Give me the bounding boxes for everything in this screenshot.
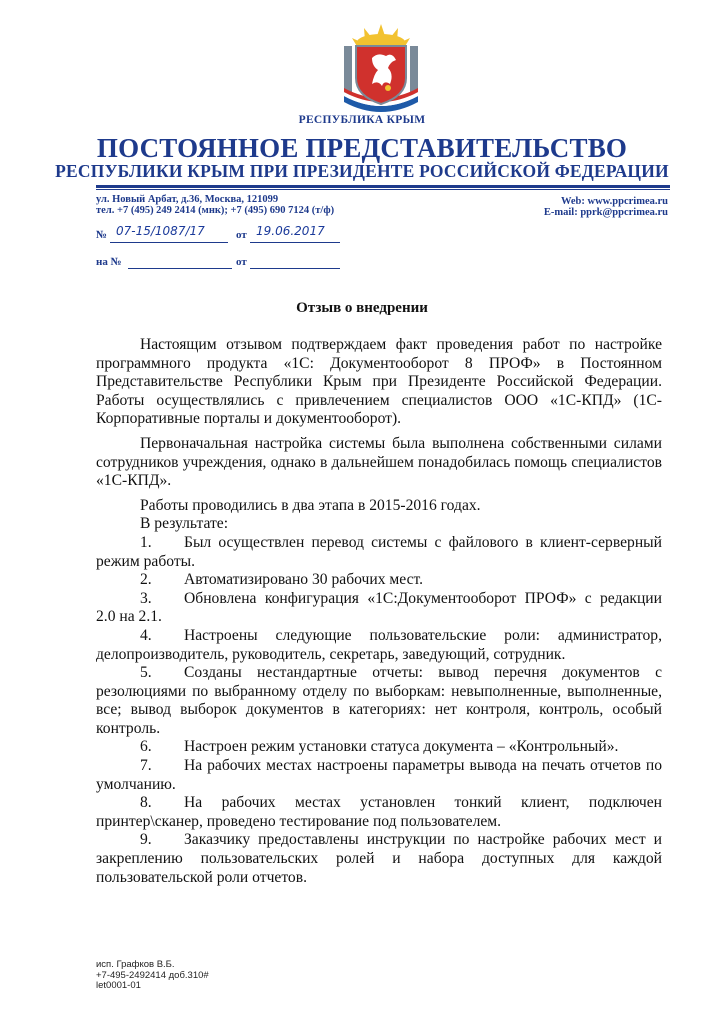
list-item [96,627,662,664]
list-item-text: Заказчику предоставлены инструкции по настройке рабочих мест и закреплению пользовательских ролей и набора доступных для каждой пользовательской роли отчетов. [96,831,662,886]
list-item-number: 2. [140,571,152,589]
results-list [96,534,662,887]
reg-date-label: от [236,229,247,241]
paragraph: Работы проводились в два этапа в 2015-2016 годах. [140,496,481,514]
list-item [96,831,662,887]
header-divider [96,185,670,188]
list-item-text: Автоматизировано 30 рабочих мест. [184,571,424,589]
list-item [96,757,662,794]
list-item [96,738,662,757]
list-item-number: 5. [140,664,152,682]
document-title: Отзыв о внедрении [296,300,428,316]
list-item [96,571,662,590]
list-item-text: Настроены следующие пользовательские роли: администратор, делопроизводитель, руководитель, секретарь, заведующий, сотрудник. [96,626,662,663]
reg-date-value: 19.06.2017 [256,224,325,238]
paragraph: Настоящим отзывом подтверждаем факт проведения работ по настройке программного продукта «1С: Документооборот 8 ПРОФ» в Постоянном Представительстве Республики Крым при Президенте Российской Федерации. Работы осуществлялись с привлечением специалистов ООО «1С-КПД» (1С-Корпоративные порталы и документооборот). [96,336,662,428]
list-item-number: 3. [140,589,152,607]
list-item [96,794,662,831]
phone-line: тел. +7 (495) 249 2414 (мнк); +7 (495) 690 7124 (т/ф) [96,205,335,216]
document-body [96,336,662,887]
list-item-number: 4. [140,626,152,644]
list-item [96,664,662,738]
list-item-text: На рабочих местах установлен тонкий клиент, подключен принтер\сканер, проведено тестирование под пользователем. [96,794,662,830]
list-item-text: Обновлена конфигурация «1С:Документооборот ПРОФ» с редакции 2.0 на 2.1. [96,589,662,626]
reg-date-line [250,242,340,243]
list-item [96,590,662,627]
ref-date-line [250,268,340,269]
list-item-text: На рабочих местах настроены параметры вывода на печать отчетов по умолчанию. [96,757,662,793]
reg-number-label: № [96,229,108,241]
address-line: ул. Новый Арбат, д.36, Москва, 121099 [96,194,279,205]
list-item [96,534,662,571]
ref-number-label: на № [96,256,122,268]
header-divider-thin [96,189,670,190]
executor-name: исп. Графков В.Б. [96,959,175,970]
executor-info [96,960,209,992]
ref-number-line [128,268,232,269]
list-item-number: 7. [140,757,152,775]
crimea-coat-of-arms-icon [338,22,424,118]
organization-subtitle: РЕСПУБЛИКИ КРЫМ ПРИ ПРЕЗИДЕНТЕ РОССИЙСКОЙ ФЕДЕРАЦИИ [55,161,669,181]
republic-label: РЕСПУБЛИКА КРЫМ [298,114,426,126]
paragraph: Первоначальная настройка системы была выполнена собственными силами сотрудников учреждения, однако в дальнейшем понадобилась помощь специалистов «1С-КПД». [96,434,662,490]
reg-number-value: 07-15/1087/17 [116,224,205,238]
website: Web: www.ppcrimea.ru [560,196,668,207]
list-item-number: 6. [140,738,152,756]
list-item-number: 1. [140,533,152,551]
reg-number-line [110,242,228,243]
ref-date-label: от [236,256,247,268]
list-item-number: 9. [140,831,152,849]
paragraph: В результате: [140,515,229,533]
document-code: let0001-01 [96,980,141,991]
list-item-number: 8. [140,794,152,812]
organization-title: ПОСТОЯННОЕ ПРЕДСТАВИТЕЛЬСТВО [96,133,628,163]
list-item-text: Был осуществлен перевод системы с файлового в клиент-серверный режим работы. [96,533,662,570]
list-item-text: Настроен режим установки статуса документа – «Контрольный». [184,738,619,756]
list-item-text: Созданы нестандартные отчеты: вывод перечня документов с резолюциями по выбранному отделу по выборкам: невыполненные, выполненные, все; вывод выборок документов в категориях: нет контроля, контроль, особый контроль. [96,664,662,737]
email: E-mail: pprk@ppcrimea.ru [543,207,668,218]
executor-phone: +7-495-2492414 доб.310# [96,969,209,981]
